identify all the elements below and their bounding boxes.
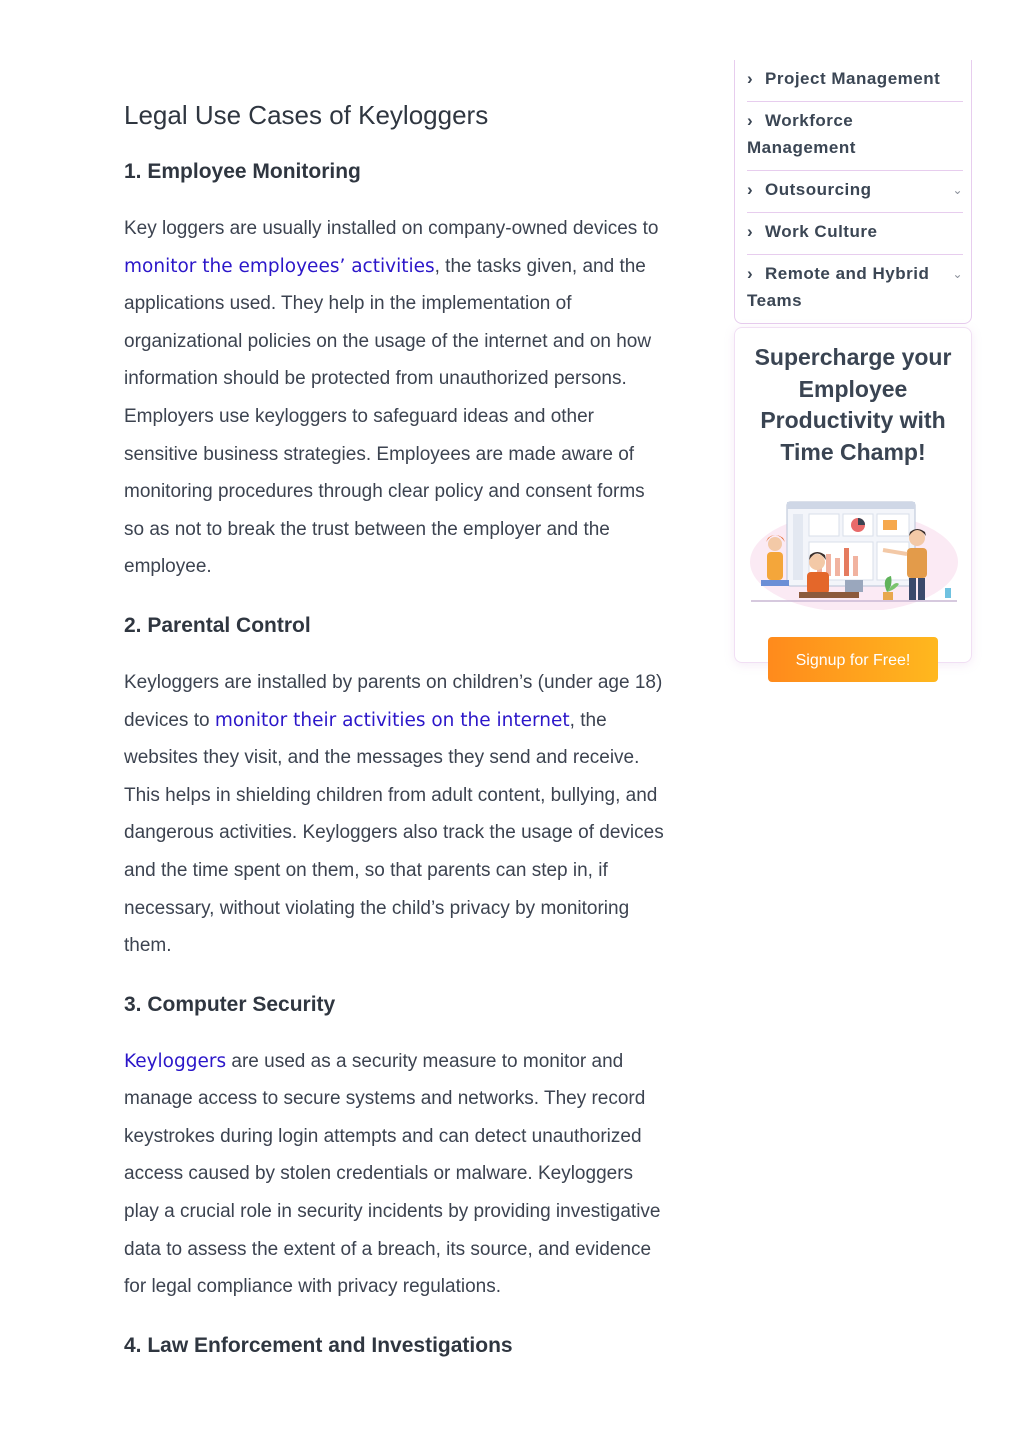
article bbox=[124, 98, 664, 1384]
paragraph-text: Key loggers are usually installed on company-owned devices to bbox=[124, 218, 659, 239]
paragraph-text: Keyloggers are installed by parents on children’s (under age 18) devices to bbox=[124, 671, 663, 731]
section-title: 2. Parental Control bbox=[124, 613, 311, 637]
chevron-right-icon: › bbox=[747, 222, 754, 241]
category-workforce-management[interactable] bbox=[747, 102, 963, 171]
category-label: Project Management bbox=[765, 69, 941, 88]
signup-button[interactable]: Signup for Free! bbox=[768, 637, 938, 682]
chevron-down-icon[interactable]: ⌄ bbox=[952, 267, 963, 281]
promo-title: Supercharge your Employee Productivity with Time Champ! bbox=[754, 344, 952, 465]
paragraph-text: , the websites they visit, and the messages they send and receive. This helps in shielding children from adult content, bullying, and dangerous activities. Keyloggers also track the usage of devices and the time spent on them, so that parents can step in, if necessary, without violating the child’s privacy by monitoring them. bbox=[124, 709, 664, 957]
keyloggers-link[interactable]: Keyloggers bbox=[124, 1050, 227, 1072]
section-paragraph bbox=[124, 1043, 664, 1306]
category-list bbox=[734, 60, 972, 324]
category-work-culture[interactable] bbox=[747, 213, 963, 255]
category-project-management[interactable] bbox=[747, 60, 963, 102]
section-paragraph bbox=[124, 210, 664, 586]
category-remote-hybrid-teams[interactable] bbox=[747, 255, 963, 323]
internet-activity-link[interactable]: monitor their activities on the internet bbox=[214, 709, 570, 731]
article-heading: Legal Use Cases of Keyloggers bbox=[124, 100, 489, 130]
category-outsourcing[interactable] bbox=[747, 171, 963, 213]
chevron-right-icon: › bbox=[747, 264, 754, 283]
chevron-down-icon[interactable]: ⌄ bbox=[952, 183, 963, 197]
employee-activity-link[interactable]: monitor the employees’ activities bbox=[124, 255, 435, 277]
section-title: 4. Law Enforcement and Investigations bbox=[124, 1333, 513, 1357]
chevron-right-icon: › bbox=[747, 69, 754, 88]
category-label: Outsourcing bbox=[765, 180, 872, 199]
sidebar bbox=[734, 60, 972, 669]
chevron-right-icon: › bbox=[747, 180, 754, 199]
paragraph-text: are used as a security measure to monitor and manage access to secure systems and networks. They record keystrokes during login attempts and can detect unauthorized access caused by stolen credentials or malware. Keyloggers play a crucial role in security incidents by providing investigative data to assess the extent of a breach, its source, and evidence for legal compliance with privacy regulations. bbox=[124, 1050, 661, 1298]
category-label: Workforce Management bbox=[747, 111, 856, 157]
category-label: Remote and Hybrid Teams bbox=[747, 264, 930, 310]
chevron-right-icon: › bbox=[747, 111, 754, 130]
productivity-illustration bbox=[747, 492, 961, 610]
category-label: Work Culture bbox=[765, 222, 878, 241]
section-title: 1. Employee Monitoring bbox=[124, 160, 361, 183]
paragraph-text: , the tasks given, and the applications used. They help in the implementation of organizational policies on the usage of the internet and on how information should be protected from unauthorized persons. Employers use keyloggers to safeguard ideas and other sensitive business strategies. Employees are made aware of monitoring procedures through clear policy and consent forms so as not to break the trust between the employer and the employee. bbox=[124, 255, 652, 578]
promo-card bbox=[734, 327, 972, 669]
section-title: 3. Computer Security bbox=[124, 992, 336, 1016]
section-paragraph bbox=[124, 664, 664, 965]
